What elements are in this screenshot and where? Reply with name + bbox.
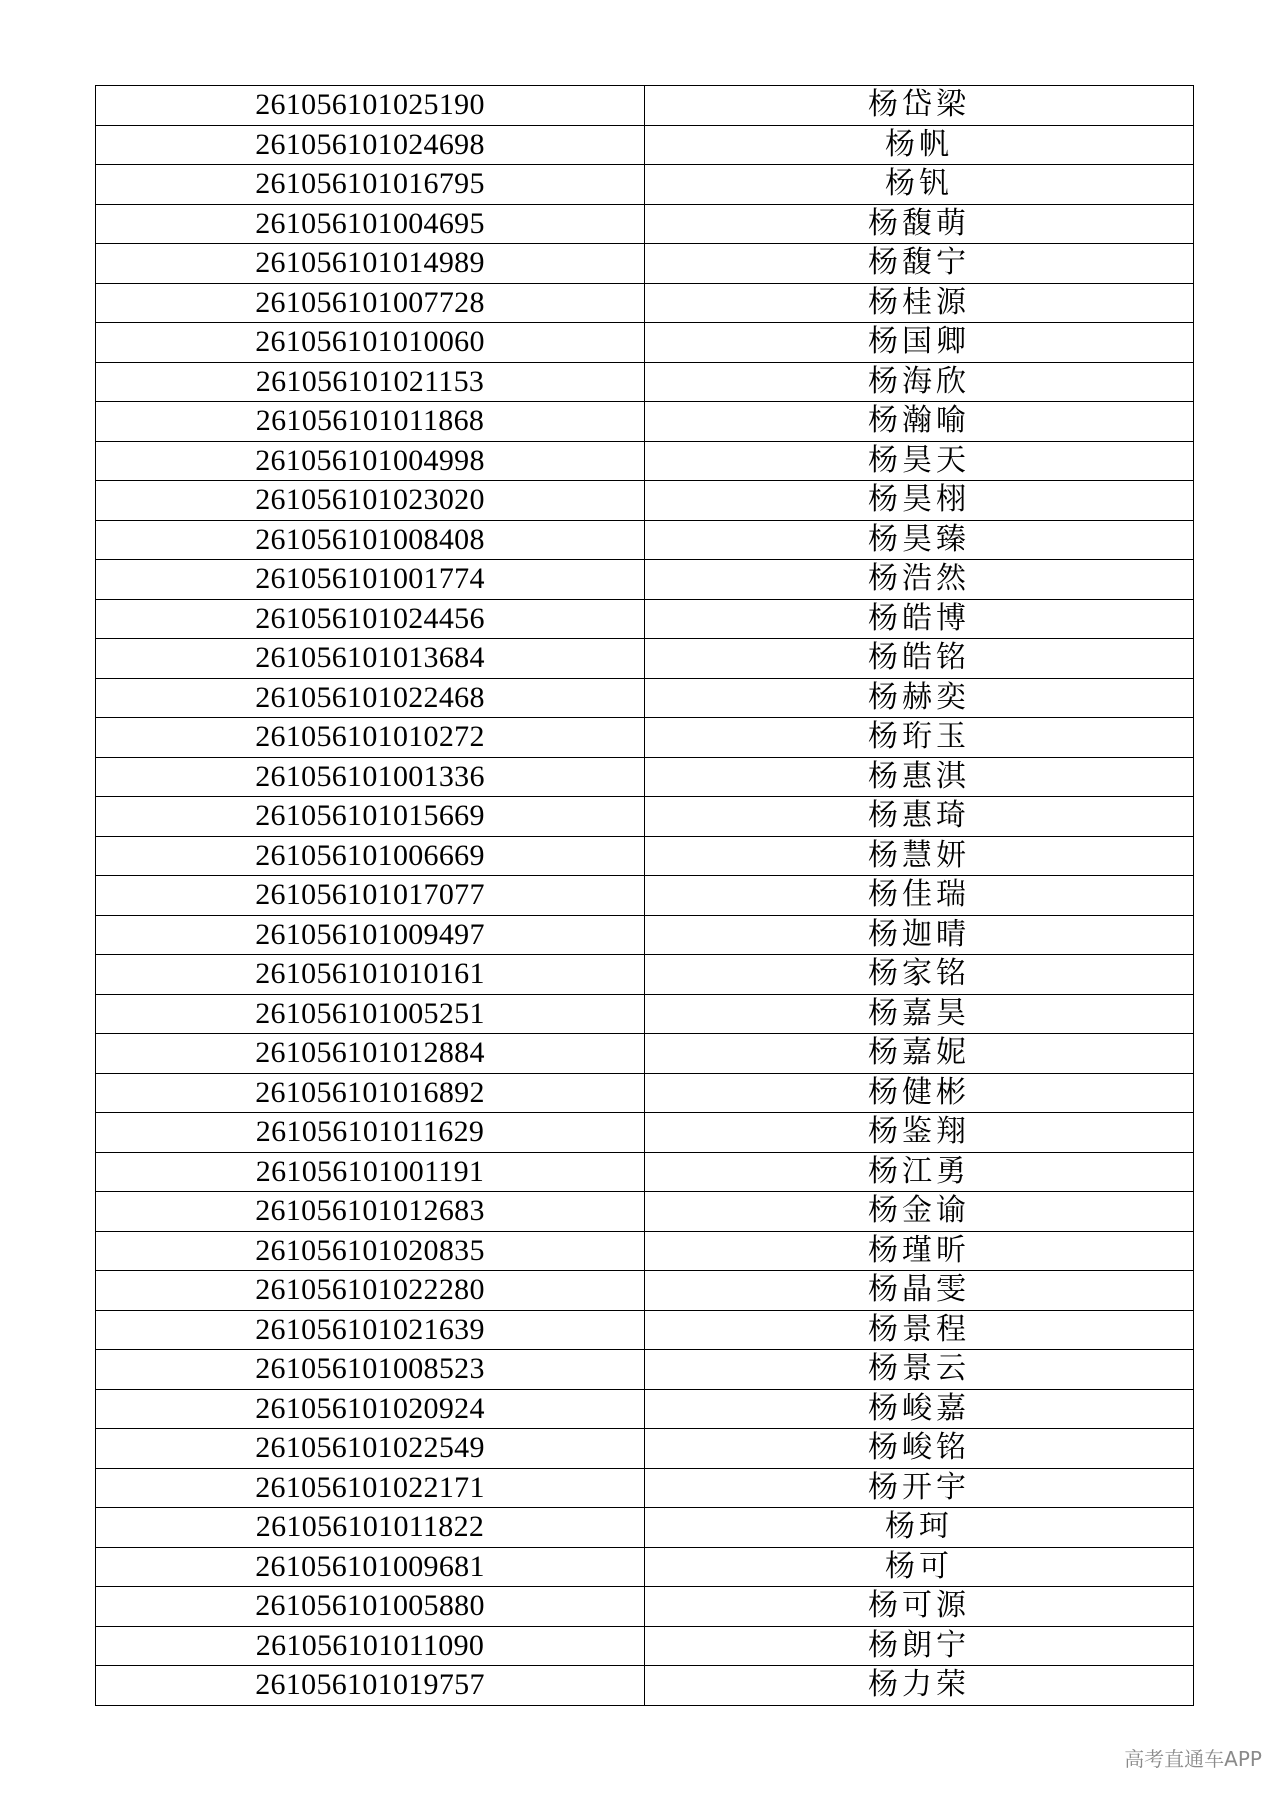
- table-row: [96, 757, 1194, 797]
- table-row: [96, 1429, 1194, 1469]
- candidate-id-cell: 261056101011090: [96, 1626, 645, 1666]
- candidate-id-cell: 261056101021153: [96, 362, 645, 402]
- candidate-id-cell: 261056101024456: [96, 599, 645, 639]
- table-row: [96, 797, 1194, 837]
- candidate-name-cell: 杨浩然: [645, 560, 1194, 600]
- candidate-name-cell: 杨峻嘉: [645, 1389, 1194, 1429]
- candidate-id-cell: 261056101011629: [96, 1113, 645, 1153]
- candidate-name-cell: 杨朗宁: [645, 1626, 1194, 1666]
- table-row: [96, 876, 1194, 916]
- table-row: [96, 1073, 1194, 1113]
- candidate-name-cell: 杨瑾昕: [645, 1231, 1194, 1271]
- candidate-name-cell: 杨嘉妮: [645, 1034, 1194, 1074]
- candidate-id-cell: 261056101010161: [96, 955, 645, 995]
- candidate-name-cell: 杨嘉昊: [645, 994, 1194, 1034]
- table-row: [96, 1587, 1194, 1627]
- candidate-name-cell: 杨瀚喻: [645, 402, 1194, 442]
- table-row: [96, 955, 1194, 995]
- candidate-id-cell: 261056101001336: [96, 757, 645, 797]
- table-row: [96, 362, 1194, 402]
- candidate-name-cell: 杨迦晴: [645, 915, 1194, 955]
- candidate-id-cell: 261056101001774: [96, 560, 645, 600]
- candidate-name-cell: 杨皓博: [645, 599, 1194, 639]
- candidate-table-body: [96, 86, 1194, 1706]
- candidate-id-cell: 261056101001191: [96, 1152, 645, 1192]
- candidate-id-cell: 261056101016795: [96, 165, 645, 205]
- table-row: [96, 678, 1194, 718]
- table-row: [96, 1034, 1194, 1074]
- candidate-id-cell: 261056101022468: [96, 678, 645, 718]
- candidate-id-cell: 261056101024698: [96, 125, 645, 165]
- candidate-id-cell: 261056101006669: [96, 836, 645, 876]
- candidate-id-cell: 261056101011868: [96, 402, 645, 442]
- candidate-table: [95, 85, 1194, 1706]
- candidate-name-cell: 杨惠淇: [645, 757, 1194, 797]
- candidate-id-cell: 261056101019757: [96, 1666, 645, 1706]
- candidate-id-cell: 261056101022280: [96, 1271, 645, 1311]
- table-row: [96, 204, 1194, 244]
- candidate-id-cell: 261056101004695: [96, 204, 645, 244]
- candidate-id-cell: 261056101005251: [96, 994, 645, 1034]
- candidate-name-cell: 杨珂: [645, 1508, 1194, 1548]
- candidate-id-cell: 261056101020835: [96, 1231, 645, 1271]
- candidate-name-cell: 杨金谕: [645, 1192, 1194, 1232]
- candidate-name-cell: 杨峻铭: [645, 1429, 1194, 1469]
- table-row: [96, 1271, 1194, 1311]
- candidate-name-cell: 杨可: [645, 1547, 1194, 1587]
- candidate-name-cell: 杨惠琦: [645, 797, 1194, 837]
- candidate-name-cell: 杨赫奕: [645, 678, 1194, 718]
- candidate-id-cell: 261056101014989: [96, 244, 645, 284]
- candidate-id-cell: 261056101021639: [96, 1310, 645, 1350]
- candidate-name-cell: 杨晶雯: [645, 1271, 1194, 1311]
- candidate-id-cell: 261056101010272: [96, 718, 645, 758]
- candidate-id-cell: 261056101009497: [96, 915, 645, 955]
- table-row: [96, 86, 1194, 126]
- candidate-name-cell: 杨佳瑞: [645, 876, 1194, 916]
- table-row: [96, 481, 1194, 521]
- table-row: [96, 1626, 1194, 1666]
- table-row: [96, 599, 1194, 639]
- candidate-name-cell: 杨岱梁: [645, 86, 1194, 126]
- table-row: [96, 1468, 1194, 1508]
- table-row: [96, 836, 1194, 876]
- candidate-id-cell: 261056101025190: [96, 86, 645, 126]
- candidate-id-cell: 261056101008408: [96, 520, 645, 560]
- table-row: [96, 1666, 1194, 1706]
- candidate-name-cell: 杨家铭: [645, 955, 1194, 995]
- watermark-text: 高考直通车APP: [1124, 1747, 1262, 1771]
- table-row: [96, 1389, 1194, 1429]
- table-row: [96, 402, 1194, 442]
- candidate-name-cell: 杨馥萌: [645, 204, 1194, 244]
- table-row: [96, 441, 1194, 481]
- candidate-name-cell: 杨景程: [645, 1310, 1194, 1350]
- table-row: [96, 639, 1194, 679]
- candidate-name-cell: 杨慧妍: [645, 836, 1194, 876]
- table-row: [96, 1192, 1194, 1232]
- candidate-id-cell: 261056101022549: [96, 1429, 645, 1469]
- candidate-id-cell: 261056101009681: [96, 1547, 645, 1587]
- table-row: [96, 244, 1194, 284]
- table-row: [96, 718, 1194, 758]
- candidate-id-cell: 261056101010060: [96, 323, 645, 363]
- candidate-name-cell: 杨昊天: [645, 441, 1194, 481]
- table-row: [96, 915, 1194, 955]
- table-row: [96, 1152, 1194, 1192]
- candidate-name-cell: 杨帆: [645, 125, 1194, 165]
- candidate-id-cell: 261056101012683: [96, 1192, 645, 1232]
- candidate-name-cell: 杨桂源: [645, 283, 1194, 323]
- candidate-id-cell: 261056101017077: [96, 876, 645, 916]
- table-row: [96, 165, 1194, 205]
- candidate-name-cell: 杨国卿: [645, 323, 1194, 363]
- table-row: [96, 520, 1194, 560]
- candidate-name-cell: 杨健彬: [645, 1073, 1194, 1113]
- candidate-id-cell: 261056101007728: [96, 283, 645, 323]
- candidate-name-cell: 杨可源: [645, 1587, 1194, 1627]
- candidate-name-cell: 杨馥宁: [645, 244, 1194, 284]
- candidate-name-cell: 杨开宇: [645, 1468, 1194, 1508]
- candidate-name-cell: 杨力荣: [645, 1666, 1194, 1706]
- table-row: [96, 125, 1194, 165]
- table-row: [96, 283, 1194, 323]
- candidate-id-cell: 261056101022171: [96, 1468, 645, 1508]
- candidate-id-cell: 261056101005880: [96, 1587, 645, 1627]
- candidate-name-cell: 杨海欣: [645, 362, 1194, 402]
- candidate-name-cell: 杨皓铭: [645, 639, 1194, 679]
- candidate-id-cell: 261056101016892: [96, 1073, 645, 1113]
- table-row: [96, 560, 1194, 600]
- candidate-name-cell: 杨钒: [645, 165, 1194, 205]
- candidate-id-cell: 261056101013684: [96, 639, 645, 679]
- table-row: [96, 1508, 1194, 1548]
- candidate-id-cell: 261056101020924: [96, 1389, 645, 1429]
- candidate-id-cell: 261056101012884: [96, 1034, 645, 1074]
- candidate-id-cell: 261056101008523: [96, 1350, 645, 1390]
- table-row: [96, 994, 1194, 1034]
- candidate-name-cell: 杨景云: [645, 1350, 1194, 1390]
- table-row: [96, 1350, 1194, 1390]
- candidate-name-cell: 杨珩玉: [645, 718, 1194, 758]
- candidate-id-cell: 261056101015669: [96, 797, 645, 837]
- candidate-name-cell: 杨昊臻: [645, 520, 1194, 560]
- table-row: [96, 1113, 1194, 1153]
- candidate-id-cell: 261056101011822: [96, 1508, 645, 1548]
- candidate-id-cell: 261056101004998: [96, 441, 645, 481]
- candidate-id-cell: 261056101023020: [96, 481, 645, 521]
- table-row: [96, 1231, 1194, 1271]
- candidate-name-cell: 杨鉴翔: [645, 1113, 1194, 1153]
- table-row: [96, 1310, 1194, 1350]
- candidate-name-cell: 杨江勇: [645, 1152, 1194, 1192]
- table-row: [96, 323, 1194, 363]
- table-row: [96, 1547, 1194, 1587]
- candidate-name-cell: 杨昊栩: [645, 481, 1194, 521]
